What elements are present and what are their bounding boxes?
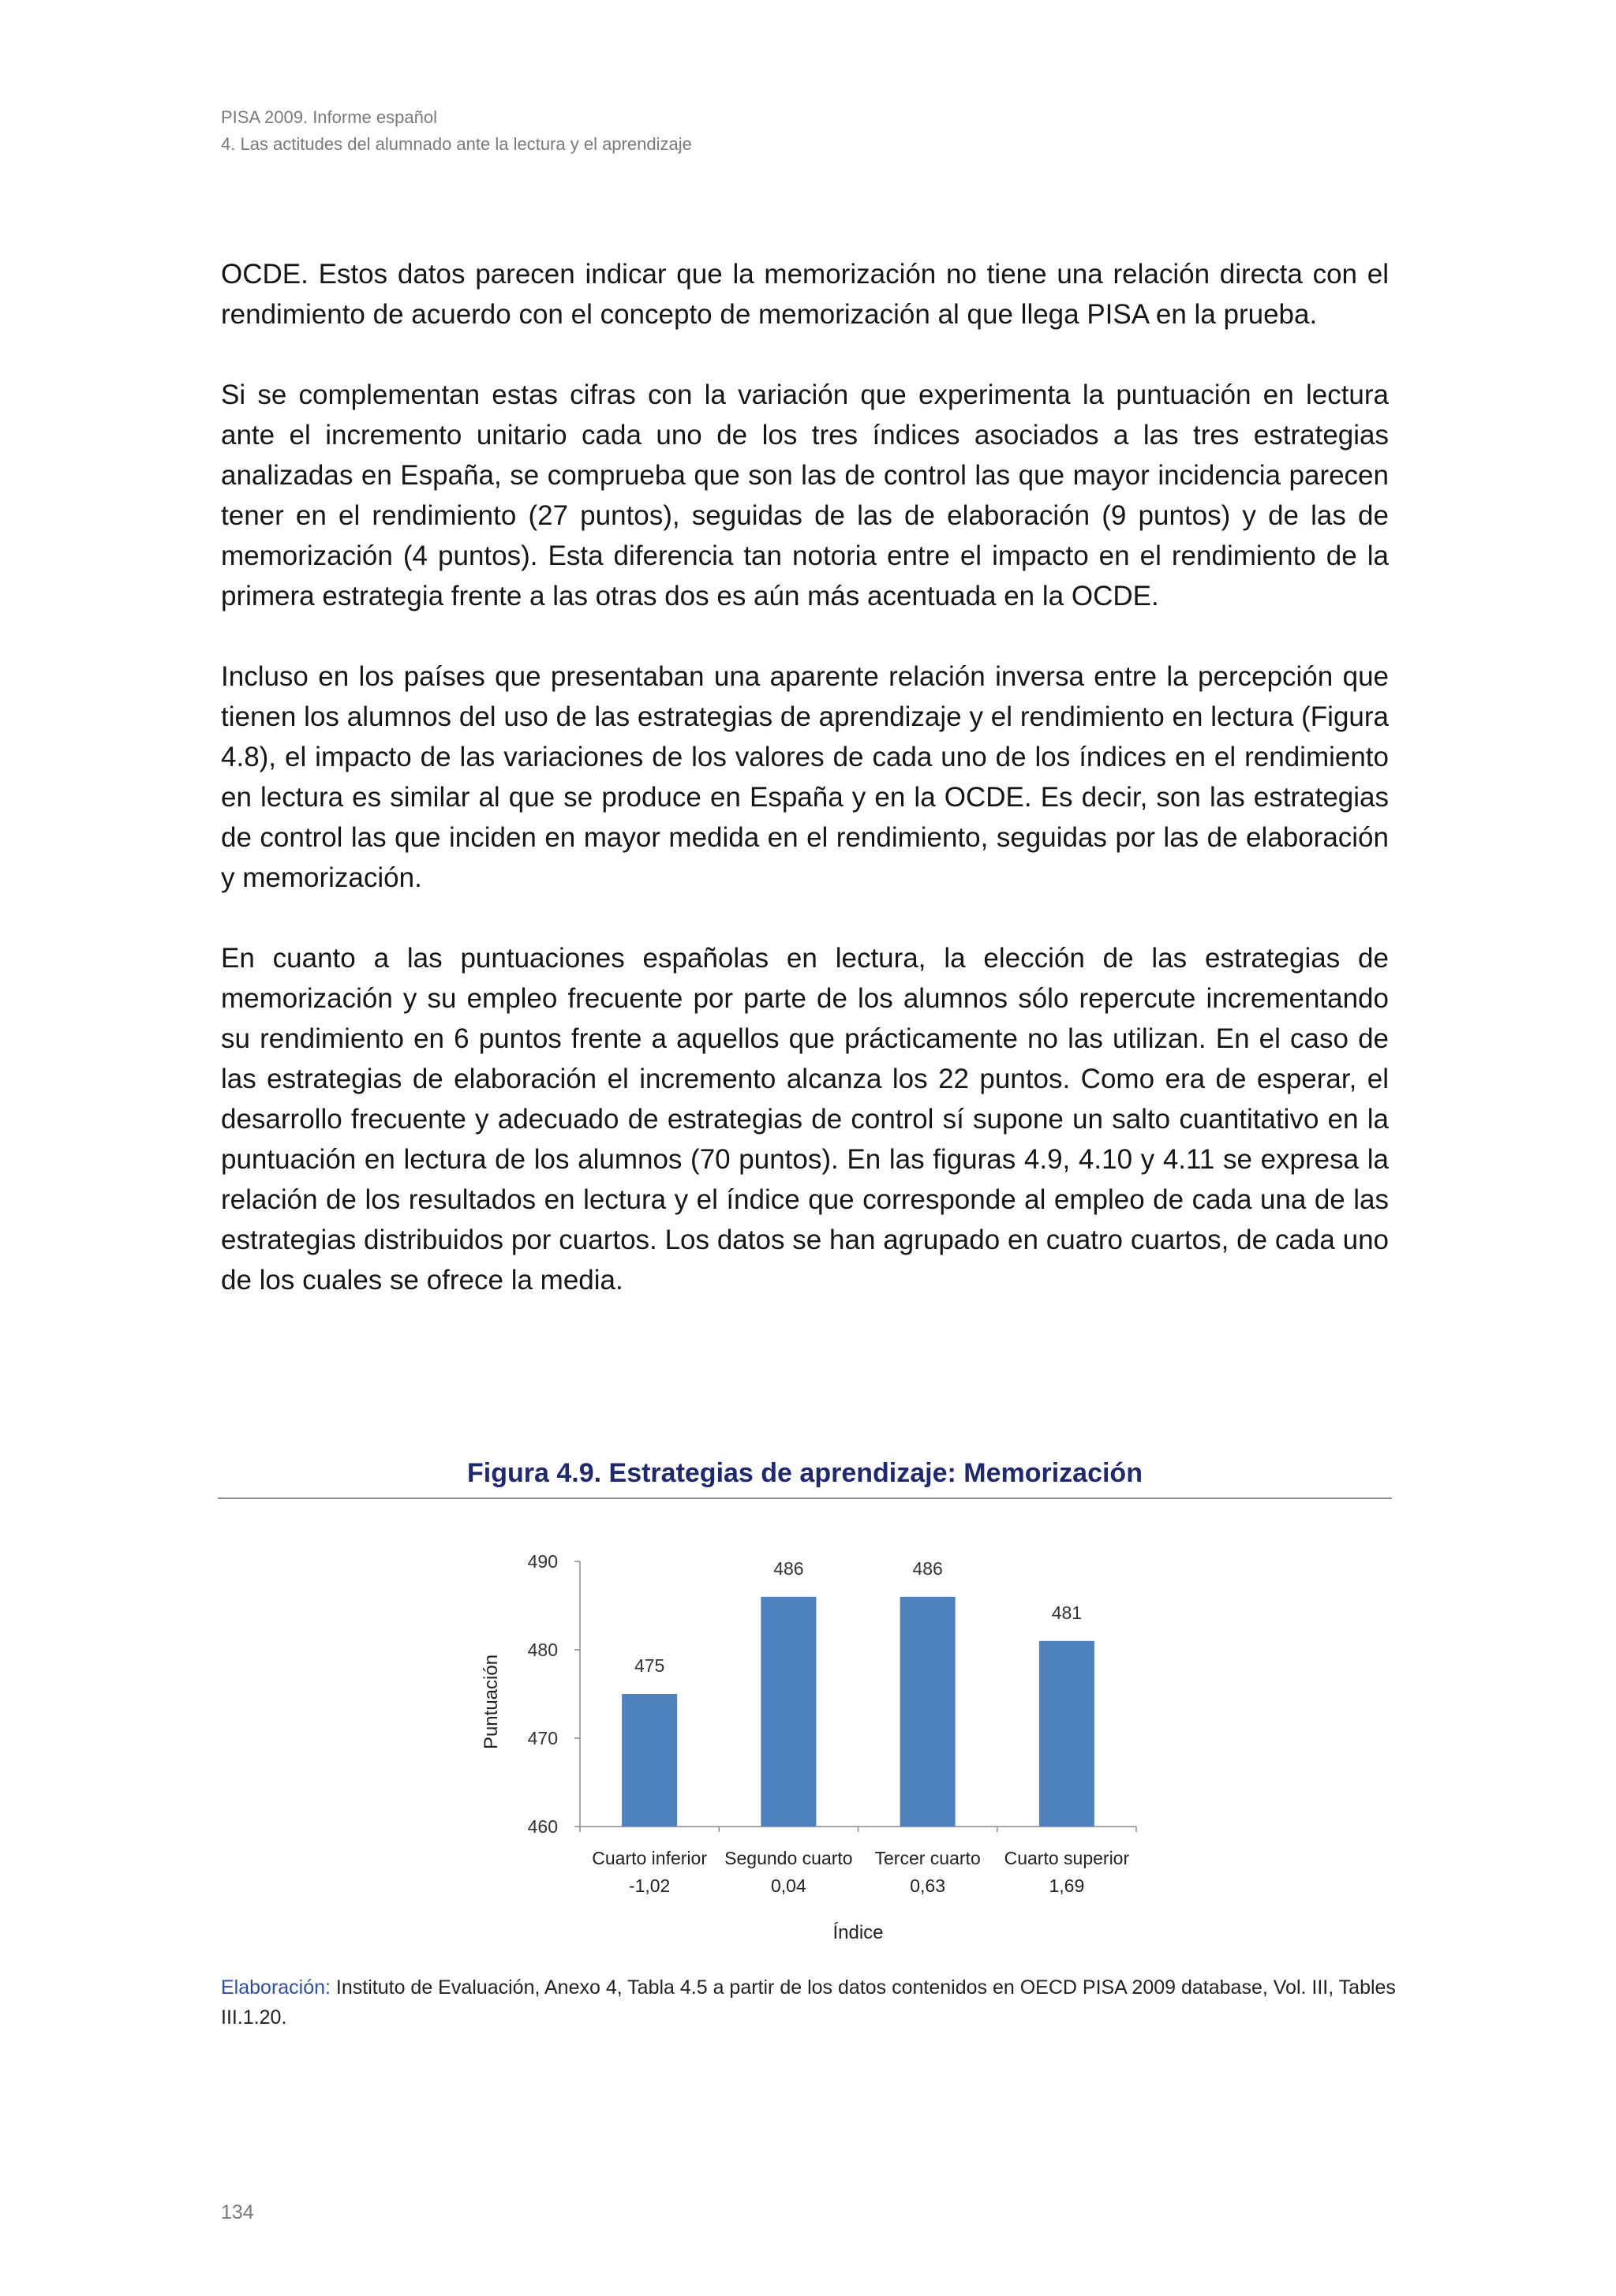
data-label: 486 — [912, 1557, 943, 1579]
data-label: 486 — [773, 1557, 804, 1579]
source-text: Instituto de Evaluación, Anexo 4, Tabla 4.5 a partir de los datos contenidos en OECD PISA 2009 database, Vol. III, Tables III.1.20. — [221, 1976, 1396, 2029]
bar-chart — [473, 1535, 1184, 1961]
y-tick-label: 490 — [527, 1551, 558, 1572]
y-axis-title — [481, 1655, 502, 1749]
x-tick-label: Segundo cuarto — [724, 1848, 853, 1868]
source-note — [221, 1973, 1397, 2032]
y-tick-label: 480 — [527, 1640, 558, 1660]
x-tick-labels — [592, 1848, 1129, 1896]
data-label: 481 — [1051, 1602, 1083, 1623]
y-axis-title-text: Puntuación — [481, 1654, 502, 1750]
header-chapter: 4. Las actitudes del alumnado ante la lectura y el aprendizaje — [221, 134, 692, 154]
y-tick-label: 470 — [527, 1728, 558, 1748]
x-tick-label: Tercer cuarto — [874, 1848, 981, 1868]
header-title: PISA 2009. Informe español — [221, 107, 437, 127]
figure-title: Figura 4.9. Estrategias de aprendizaje: Memorización — [467, 1458, 1143, 1488]
bar — [900, 1597, 956, 1827]
figure-title-rule — [218, 1498, 1392, 1499]
x-tick-value: 1,69 — [1049, 1875, 1085, 1896]
paragraph: OCDE. Estos datos parecen indicar que la memorización no tiene una relación directa con el rendimiento de acuerdo con el concepto de memorización al que llega PISA en la prueba. — [221, 259, 1389, 330]
paragraph: Incluso en los países que presentaban una aparente relación inversa entre la percepción que tienen los alumnos del uso de las estrategias de aprendizaje y el rendimiento en lectura (Figura 4.8), el impacto de las variaciones de los valores de cada uno de los índices en el rendimiento en lectura es similar al que se produce en España y en la OCDE. Es decir, son las estrategias de control las que inciden en mayor medida en el rendimiento, seguidas por las de elaboración y memorización. — [221, 661, 1389, 893]
x-axis-title — [832, 1922, 883, 1943]
x-tick-value: -1,02 — [628, 1875, 671, 1896]
y-tick-labels — [528, 1551, 558, 1837]
running-header — [221, 104, 692, 158]
bars — [622, 1597, 1094, 1827]
page-number: 134 — [221, 2201, 254, 2223]
bar — [622, 1694, 677, 1827]
paragraph: En cuanto a las puntuaciones españolas en lectura, la elección de las estrategias de memorización y su empleo frecuente por parte de los alumnos sólo repercute incrementando su rendimiento en 6 puntos frente a aquellos que prácticamente no las utilizan. En el caso de las estrategias de elaboración el incremento alcanza los 22 puntos. Como era de esperar, el desarrollo frecuente y adecuado de estrategias de control sí supone un salto cuantitativo en la puntuación en lectura de los alumnos (70 puntos). En las figuras 4.9, 4.10 y 4.11 se expresa la relación de los resultados en lectura y el índice que corresponde al empleo de cada una de las estrategias distribuidos por cuartos. Los datos se han agrupado en cuatro cuartos, de cada uno de los cuales se ofrece la media. — [221, 943, 1389, 1296]
x-tick-label: Cuarto inferior — [592, 1848, 707, 1868]
paragraph: Si se complementan estas cifras con la variación que experimenta la puntuación en lectura ante el incremento unitario cada uno de los tres índices asociados a las tres estrategias analizadas en España, se comprueba que son las de control las que mayor incidencia parecen tener en el rendimiento (27 puntos), seguidas de las de elaboración (9 puntos) y de las de memorización (4 puntos). Esta diferencia tan notoria entre el impacto en el rendimiento de la primera estrategia frente a las otras dos es aún más acentuada en la OCDE. — [221, 380, 1389, 611]
x-tick-value: 0,04 — [770, 1875, 806, 1896]
bar — [1039, 1641, 1094, 1827]
data-labels — [634, 1558, 1082, 1676]
data-label: 475 — [634, 1655, 665, 1676]
bar — [761, 1597, 816, 1827]
x-tick-value: 0,63 — [910, 1875, 946, 1896]
body-text — [221, 254, 1389, 1341]
x-tick-label: Cuarto superior — [1004, 1848, 1130, 1868]
y-tick-label: 460 — [527, 1816, 558, 1837]
x-axis-title-text: Índice — [832, 1922, 884, 1943]
source-label: Elaboración: — [221, 1976, 331, 1999]
